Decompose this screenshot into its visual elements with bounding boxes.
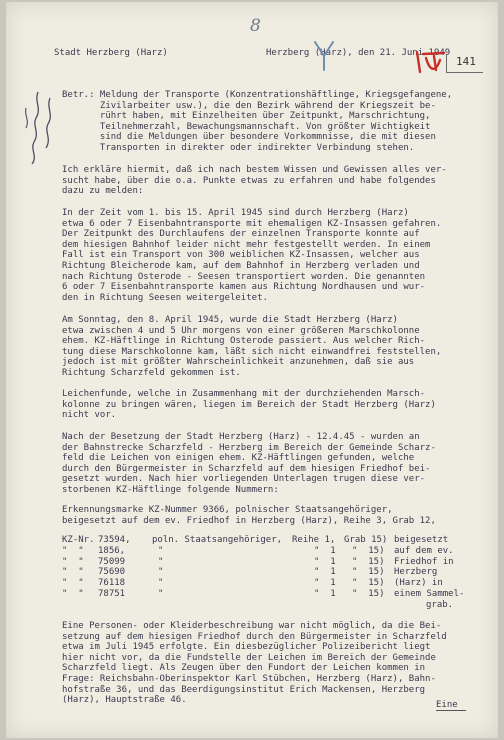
pencil-page-number: 8 [250,16,261,36]
folio-number: 141 [456,55,476,68]
handwritten-margin-note-icon [14,88,62,168]
sender-line: Stadt Herzberg (Harz) [54,48,168,58]
document-page: 8 Stadt Herzberg (Harz) Herzberg (Harz), den 21. Juni 1949 141 Betr.: Meldung der Transporte (Konzentrationshäftlinge, Kriegsgefangene, Zivilarbeiter usw.), die den Bezirk während der Kriegszeit be- rührt haben, mit Einzelheiten über Zeitpunkt, Marschrichtung, Teilnehmerzahl, Bewachungsmannschaft. Von größter Wichtigkeit sind die Meldungen über besondere Vorkommnisse, die mit diesen Transporten in direkter oder indirekter Verbindung stehen. Ich erkläre hiermit, daß ich nach bestem Wissen und Gewissen alles ver- sucht habe, über die o.a. Punkte etwas zu erfahren und habe folgendes dazu zu melden: In der Zeit vom 1. bis 15. April 1945 sind durch Herzberg (Harz) etwa 6 oder 7 Eisenbahntransporte mit ehemaligen KZ-Insassen gefahren. Der Zeitpunkt des Durchlaufens der einzelnen Transporte konnte auf dem hiesigen Bahnhof leider nicht mehr festgestellt werden. In einem Fall ist ein Transport von 300 weiblichen KZ-Insassen, welcher aus Richtung Bleicherode kam, auf dem Bahnhof in Herzberg verladen und nach Richtung Osterode - Seesen transportiert worden. Die genannten 6 oder 7 Eisenbahntransporte kamen aus Richtung Nordhausen und wur- den in Richtung Seesen weitergeleitet. Am Sonntag, den 8. April 1945, wurde die Stadt Herzberg (Harz) etwa zwischen 4 und 5 Uhr morgens von einer größeren Marschkolonne ehem. KZ-Häftlinge in Richtung Osterode passiert. Aus welcher Rich- tung diese Marschkolonne kam, läßt sich nicht einwandfrei feststellen, jedoch ist mit größter Wahrscheinlichkeit anzunehmen, daß sie aus Richtung Scharzfeld gekommen ist. Leichenfunde, welche in Zusammenhang mit der durchziehenden Marsch- kolonne zu bringen wären, liegen im Bereich der Stadt Herzberg (Harz) nicht vor. Nach der Besetzung der Stadt Herzberg (Harz) - 12.4.45 - wurden an der Bahnstrecke Scharzfeld - Herzberg im Bereich der Gemeinde Scharz- feld die Leichen von einigen ehem. KZ-Häftlingen gefunden, welche durch den Bürgermeister in Scharzfeld auf dem hiesigen Friedhof bei- gesetzt wurden. Nach hier vorliegenden Unterlagen trugen diese ver- storbenen KZ-Häftlinge folgende Nummern: Erkennungsmarke KZ-Nummer 9366, polnischer Staatsangehöriger, beigesetzt auf dem ev. Friedhof in Herzberg (Harz), Reihe 3, Grab 12, KZ-Nr. 73594, poln. Staatsangehöriger, Reihe 1, Grab 15) beigesetzt " " 1856, " " 1 " 15) auf dem ev. " " 75099 " " 1 " 15) Friedhof in " " 75690 " " 1 " 15) Herzberg " " 76118 " " 1 " 15) (Harz) in " " 78751 " " 1 " 15) einem Sammel- grab. Eine Personen- oder Kleiderbeschreibung war nicht möglich, da die Bei- setzung auf dem hiesigen Friedhof durch den Bürgermeister in Scharzfeld etwa im Juli 1945 erfolgte. Ein diesbezüglicher Polizeibericht liegt hier nicht vor, da die Fundstelle der Leichen im Bereich der Gemeinde Scharzfeld liegt. Als Zeugen über den Fundort der Leichen kommen in Frage: Reichsbahn-Oberinspektor Karl Stübchen, Herzberg (Harz), Bahn- hofstraße 36, und das Beerdigungsinstitut Erich Mackensen, Herzberg (Harz), Hauptstraße 46. Eine [6,2,498,738]
blue-pencil-mark-icon [311,40,337,72]
signature-abbrev: Eine [436,700,458,710]
table-note-tail: grab. [426,599,454,610]
red-pencil-mark-icon [414,48,448,76]
signature-underline [436,710,466,711]
place-date-line: Herzberg (Harz), den 21. Juni 1949 [266,48,451,58]
